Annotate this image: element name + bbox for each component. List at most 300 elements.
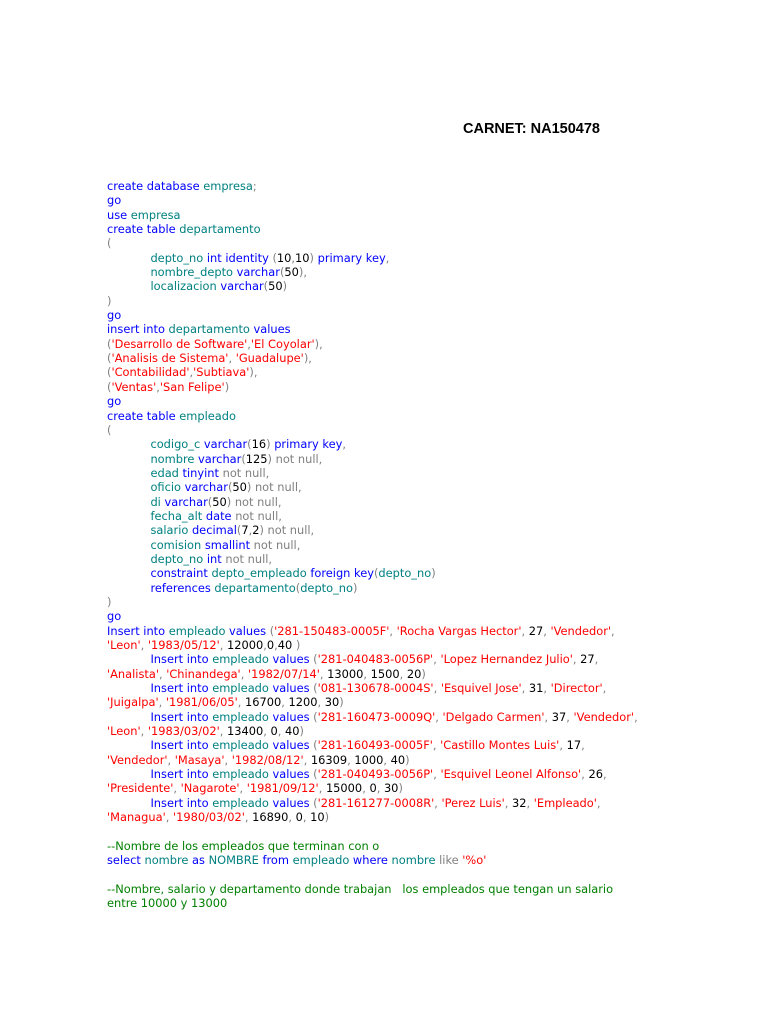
code-token: 'Desarrollo de Software' (111, 336, 248, 351)
code-token: ( (313, 681, 318, 696)
code-token: ) (107, 594, 112, 609)
code-token: ) not null, (226, 494, 282, 509)
code-line (107, 796, 667, 810)
code-token: , (318, 781, 326, 796)
code-token: ) (353, 580, 358, 595)
code-token: 26 (588, 767, 603, 782)
code-line (107, 308, 667, 322)
code-token: values (272, 652, 314, 667)
code-line (107, 724, 667, 738)
code-token: , (302, 810, 311, 825)
code-line (107, 810, 667, 824)
code-line (107, 767, 667, 781)
code-token: not null, (225, 551, 273, 566)
code-token: ) not null, (267, 451, 323, 466)
code-token: empleado (212, 709, 273, 724)
code-token: , (277, 724, 286, 739)
code-token: date (205, 508, 236, 523)
code-token: '1980/03/02' (172, 810, 245, 825)
code-token: 13400 (227, 724, 264, 739)
code-token (107, 452, 150, 466)
code-token (107, 566, 150, 580)
code-token: , (543, 681, 551, 696)
code-line (107, 380, 667, 394)
code-token: 50 (212, 494, 227, 509)
code-token: , (543, 623, 551, 638)
code-token: go (107, 394, 122, 409)
code-token: 16890 (252, 810, 289, 825)
code-token: , (317, 695, 325, 710)
code-token: ), (249, 365, 258, 380)
code-token: values (272, 767, 314, 782)
code-token: ( (107, 422, 112, 437)
code-token: create table (107, 222, 180, 237)
code-token: empresa (203, 179, 253, 193)
code-token: departamento (168, 322, 254, 337)
code-token: 1500 (370, 666, 400, 681)
code-token: --Nombre de los empleados que terminan con o (107, 838, 380, 853)
code-token: 31 (528, 681, 544, 696)
code-token: , (274, 638, 278, 652)
code-token (107, 538, 150, 552)
code-line (107, 179, 667, 193)
code-token: varchar (164, 494, 208, 509)
code-token (107, 868, 111, 882)
code-line (107, 236, 667, 250)
code-token: , (173, 781, 181, 796)
code-token: nombre (391, 853, 440, 868)
code-token: departamento (179, 222, 261, 237)
code-token: ( (107, 365, 112, 380)
code-token (107, 738, 150, 752)
code-token: '281-040493-0056P' (317, 767, 434, 782)
code-line (107, 279, 667, 293)
code-line (107, 523, 667, 537)
code-token: 50 (268, 279, 283, 294)
code-token: values (272, 795, 314, 810)
code-token: ( (279, 265, 285, 280)
code-token: primary key (270, 437, 343, 452)
code-token: '281-160493-0005F' (317, 738, 433, 753)
code-token: 'Esquivel Jose' (440, 681, 522, 696)
code-token: ), (298, 265, 307, 280)
code-token: , (521, 623, 529, 638)
code-token: use (107, 207, 131, 222)
code-token: nombre_depto (150, 265, 237, 280)
code-token: varchar (203, 437, 248, 452)
code-token: Insert into (107, 623, 169, 638)
code-token: 17 (566, 738, 582, 753)
code-token: ( (272, 250, 277, 265)
code-token: 'Chinandega' (166, 666, 241, 681)
code-token: , (385, 250, 390, 265)
code-token: ( (313, 652, 318, 667)
code-token (107, 767, 150, 781)
code-token: --Nombre, salario y departamento donde trabajan los empleados que tengan un salario (107, 881, 614, 896)
code-line (107, 667, 667, 681)
code-token: '281-161277-0008R' (317, 795, 435, 810)
code-token: values (272, 738, 314, 753)
code-token: ) (339, 695, 344, 710)
code-token: depto_no (300, 580, 353, 595)
code-token: 'Contabilidad' (111, 365, 190, 380)
code-token: , (237, 695, 246, 710)
code-token: 'Delgado Carmen' (442, 709, 545, 724)
code-token: empresa (130, 207, 181, 222)
code-token: , (165, 810, 173, 825)
code-token: , (219, 638, 228, 652)
code-token (107, 437, 150, 451)
code-token: ( (107, 379, 112, 394)
code-token: 'Perez Luis' (441, 795, 505, 810)
code-token: , (247, 336, 251, 351)
code-token: , (526, 795, 534, 810)
code-token: smallint (204, 537, 254, 552)
code-line (107, 882, 667, 896)
code-token: insert into (107, 322, 169, 337)
code-line (107, 681, 667, 695)
code-token: nombre (150, 451, 199, 466)
code-token: 'Presidente' (107, 781, 174, 796)
code-token: , (521, 681, 529, 696)
code-token: empleado (212, 681, 273, 696)
code-token: , (434, 795, 442, 810)
code-line (107, 251, 667, 265)
code-token: , (263, 724, 271, 739)
code-token: create database (107, 179, 204, 193)
code-token: ) not null, (259, 523, 315, 538)
code-token: , (596, 795, 601, 810)
code-token: , (433, 681, 441, 696)
code-token (107, 495, 150, 509)
code-token: varchar (236, 265, 280, 280)
code-token: empleado (212, 767, 273, 782)
code-token: like (439, 853, 463, 868)
code-token: values (253, 322, 291, 337)
code-token: , (572, 652, 581, 667)
code-token: varchar (184, 480, 228, 495)
code-token: ( (269, 623, 275, 638)
code-token: departamento (214, 580, 296, 595)
code-token: ( (313, 709, 318, 724)
code-token: , (140, 638, 148, 652)
code-token: create table (107, 408, 180, 423)
code-token: ( (241, 451, 246, 466)
code-line (107, 853, 667, 867)
code-token: , (383, 752, 391, 767)
code-token: , (559, 738, 567, 753)
code-token: nombre (144, 853, 193, 868)
code-token: 'Esquivel Leonel Alfonso' (440, 767, 582, 782)
code-token: depto_empleado (211, 566, 311, 581)
code-token: '281-040483-0056P' (317, 652, 434, 667)
code-token: depto_no (378, 566, 432, 581)
code-line (107, 208, 667, 222)
code-token: 16700 (245, 695, 282, 710)
code-token: , (399, 666, 407, 681)
code-token: 7 (241, 523, 249, 538)
code-token: values (272, 681, 314, 696)
code-token: 13000 (327, 666, 364, 681)
code-token: 40 (390, 752, 406, 767)
code-token: ( (263, 279, 269, 294)
code-token: ; (252, 179, 257, 193)
code-token (107, 509, 150, 523)
code-token: 50 (284, 265, 299, 280)
code-token: foreign key (310, 566, 374, 581)
code-token: 40 (277, 638, 296, 652)
code-token: 2 (252, 523, 260, 538)
code-token: '1981/09/12' (246, 781, 319, 796)
code-token: , (581, 738, 585, 753)
code-token: ) not null, (246, 480, 302, 495)
code-token: , (602, 767, 607, 782)
code-token: di (150, 494, 165, 509)
code-token: ) (266, 437, 271, 452)
code-token: , (240, 666, 248, 681)
code-token: ( (373, 566, 379, 581)
code-token: ), (303, 351, 312, 366)
code-token: int (206, 551, 226, 566)
code-line (107, 480, 667, 494)
code-token (107, 552, 150, 566)
code-token: varchar (220, 279, 264, 294)
code-line (107, 552, 667, 566)
code-token: ( (247, 437, 252, 452)
code-line (107, 509, 667, 523)
code-token: , (602, 681, 607, 696)
code-token: ) (299, 724, 304, 739)
code-token: ( (236, 523, 242, 538)
code-line (107, 753, 667, 767)
code-token: , (156, 379, 160, 394)
code-token: , (611, 623, 615, 638)
code-token (107, 824, 111, 838)
code-token: '281-160473-0009Q' (317, 709, 436, 724)
code-token: 50 (232, 480, 247, 495)
code-token (107, 251, 150, 265)
code-token: 0 (369, 781, 377, 796)
code-token: , (389, 623, 397, 638)
code-token: , (189, 365, 194, 380)
code-line (107, 222, 667, 236)
code-token: ( (313, 795, 318, 810)
code-token: references (150, 580, 215, 595)
code-token: where (352, 853, 392, 868)
code-token: ) (282, 279, 288, 294)
code-line (107, 538, 667, 552)
code-token: depto_no (150, 551, 207, 566)
code-token: '1983/05/12' (147, 638, 220, 652)
code-token: , (224, 752, 232, 767)
code-token: 27 (580, 652, 595, 667)
code-token: as (192, 853, 209, 868)
code-token: '1983/03/02' (147, 724, 220, 739)
code-token (107, 681, 150, 695)
code-token: ) (398, 781, 403, 796)
code-token: Insert into (150, 681, 213, 696)
code-line (107, 423, 667, 437)
code-token: entre 10000 y 13000 (107, 896, 228, 911)
code-token: 16309 (310, 752, 348, 767)
code-token: oficio (150, 480, 185, 495)
code-line (107, 351, 667, 365)
code-token: , (228, 351, 236, 366)
code-line (107, 896, 667, 910)
code-token: ) (309, 250, 314, 265)
code-token: 10 (310, 810, 325, 825)
code-token: ( (107, 236, 112, 251)
code-line (107, 365, 667, 379)
code-token: 30 (324, 695, 340, 710)
code-token: 'San Felipe' (159, 379, 225, 394)
code-token: 'Leon' (107, 724, 141, 739)
code-token: Insert into (150, 709, 213, 724)
code-token: 16 (251, 437, 267, 452)
code-token: 0 (266, 638, 275, 652)
code-token: empleado (168, 623, 230, 638)
code-line (107, 781, 667, 795)
code-token: ), (314, 336, 323, 351)
code-token: 'Empleado' (533, 795, 597, 810)
code-token: ) (224, 379, 230, 394)
code-token: values (272, 709, 314, 724)
code-token: 37 (551, 709, 567, 724)
code-token: , (376, 781, 384, 796)
code-token: Insert into (150, 652, 213, 667)
code-token: 1000 (354, 752, 384, 767)
code-token: ( (107, 336, 112, 351)
code-line (107, 868, 667, 882)
code-line (107, 452, 667, 466)
code-token: '081-130678-0004S' (317, 681, 434, 696)
code-token: , (158, 695, 166, 710)
code-token: , (362, 781, 370, 796)
code-token: 'Rocha Vargas Hector' (396, 623, 522, 638)
code-token: 'Guadalupe' (235, 351, 304, 366)
code-token: , (342, 437, 346, 452)
code-token: not null, (253, 537, 301, 552)
code-token: NOMBRE (208, 853, 263, 868)
code-token: 'Subtiava' (193, 365, 250, 380)
code-token: 'Ventas' (111, 379, 157, 394)
code-token: 'Masaya' (174, 752, 225, 767)
code-token: go (107, 308, 122, 323)
code-token: , (433, 767, 441, 782)
code-token: , (544, 709, 552, 724)
code-token: 1200 (288, 695, 318, 710)
code-token: 'Director' (550, 681, 603, 696)
code-token: ) (431, 566, 436, 581)
code-token: 32 (512, 795, 527, 810)
code-token: 40 (285, 724, 300, 739)
code-token: , (239, 781, 247, 796)
code-token: 'Analisis de Sistema' (111, 351, 229, 366)
code-token: , (263, 638, 267, 652)
code-line (107, 337, 667, 351)
code-token: , (219, 724, 228, 739)
code-token: 'Vendedor' (550, 623, 612, 638)
code-token: ) (295, 638, 301, 652)
code-token: , (594, 652, 599, 667)
code-token: values (229, 623, 270, 638)
code-token: 'Vendedor' (107, 752, 168, 767)
code-token: , (140, 724, 148, 739)
code-token (107, 652, 150, 666)
code-token: empleado (212, 738, 273, 753)
code-token: , (244, 810, 253, 825)
code-line (107, 638, 667, 652)
code-token: primary key (313, 250, 386, 265)
code-line (107, 710, 667, 724)
code-token: go (107, 609, 122, 624)
code-token: 'Juigalpa' (107, 695, 159, 710)
code-token: 30 (383, 781, 399, 796)
code-line (107, 595, 667, 609)
code-token: not null, (222, 465, 270, 480)
code-token: , (167, 752, 175, 767)
code-token (107, 480, 150, 494)
code-token: constraint (150, 566, 212, 581)
code-token: 0 (270, 724, 278, 739)
code-token: , (248, 523, 253, 538)
code-token: , (566, 709, 574, 724)
code-token: Insert into (150, 795, 213, 810)
code-token: , (634, 709, 638, 724)
code-token: , (347, 752, 355, 767)
code-token: ( (107, 351, 112, 366)
code-token: 'Leon' (107, 638, 141, 652)
sql-code-block (107, 179, 667, 911)
code-token: from (262, 853, 293, 868)
code-token: tinyint (182, 465, 223, 480)
code-token: edad (150, 465, 183, 480)
code-token: , (504, 795, 512, 810)
code-token: 10 (276, 250, 292, 265)
code-token: select (107, 853, 145, 868)
code-token (107, 265, 150, 279)
code-token: go (107, 193, 122, 208)
code-token: 0 (295, 810, 303, 825)
code-token: , (319, 666, 328, 681)
code-token: , (288, 810, 296, 825)
code-token (107, 279, 150, 293)
code-line (107, 193, 667, 207)
code-token: salario (150, 523, 192, 538)
code-token: 'El Coyolar' (250, 336, 315, 351)
code-token: , (363, 666, 371, 681)
code-token: 'Lopez Hernandez Julio' (440, 652, 573, 667)
code-token: 'Managua' (107, 810, 166, 825)
code-token: empleado (212, 795, 273, 810)
code-token: ( (227, 480, 233, 495)
code-line (107, 294, 667, 308)
code-line (107, 695, 667, 709)
code-token: depto_no (150, 250, 207, 265)
code-token: empleado (292, 853, 353, 868)
code-token: not null, (235, 508, 282, 523)
code-line (107, 839, 667, 853)
code-token: , (435, 709, 443, 724)
code-token: comision (150, 537, 205, 552)
code-line (107, 824, 667, 838)
code-token: fecha_alt (150, 508, 206, 523)
code-token (107, 710, 150, 724)
code-token: , (158, 666, 167, 681)
code-token: 125 (245, 451, 268, 466)
code-token: , (581, 767, 589, 782)
code-token: '1981/06/05' (165, 695, 238, 710)
